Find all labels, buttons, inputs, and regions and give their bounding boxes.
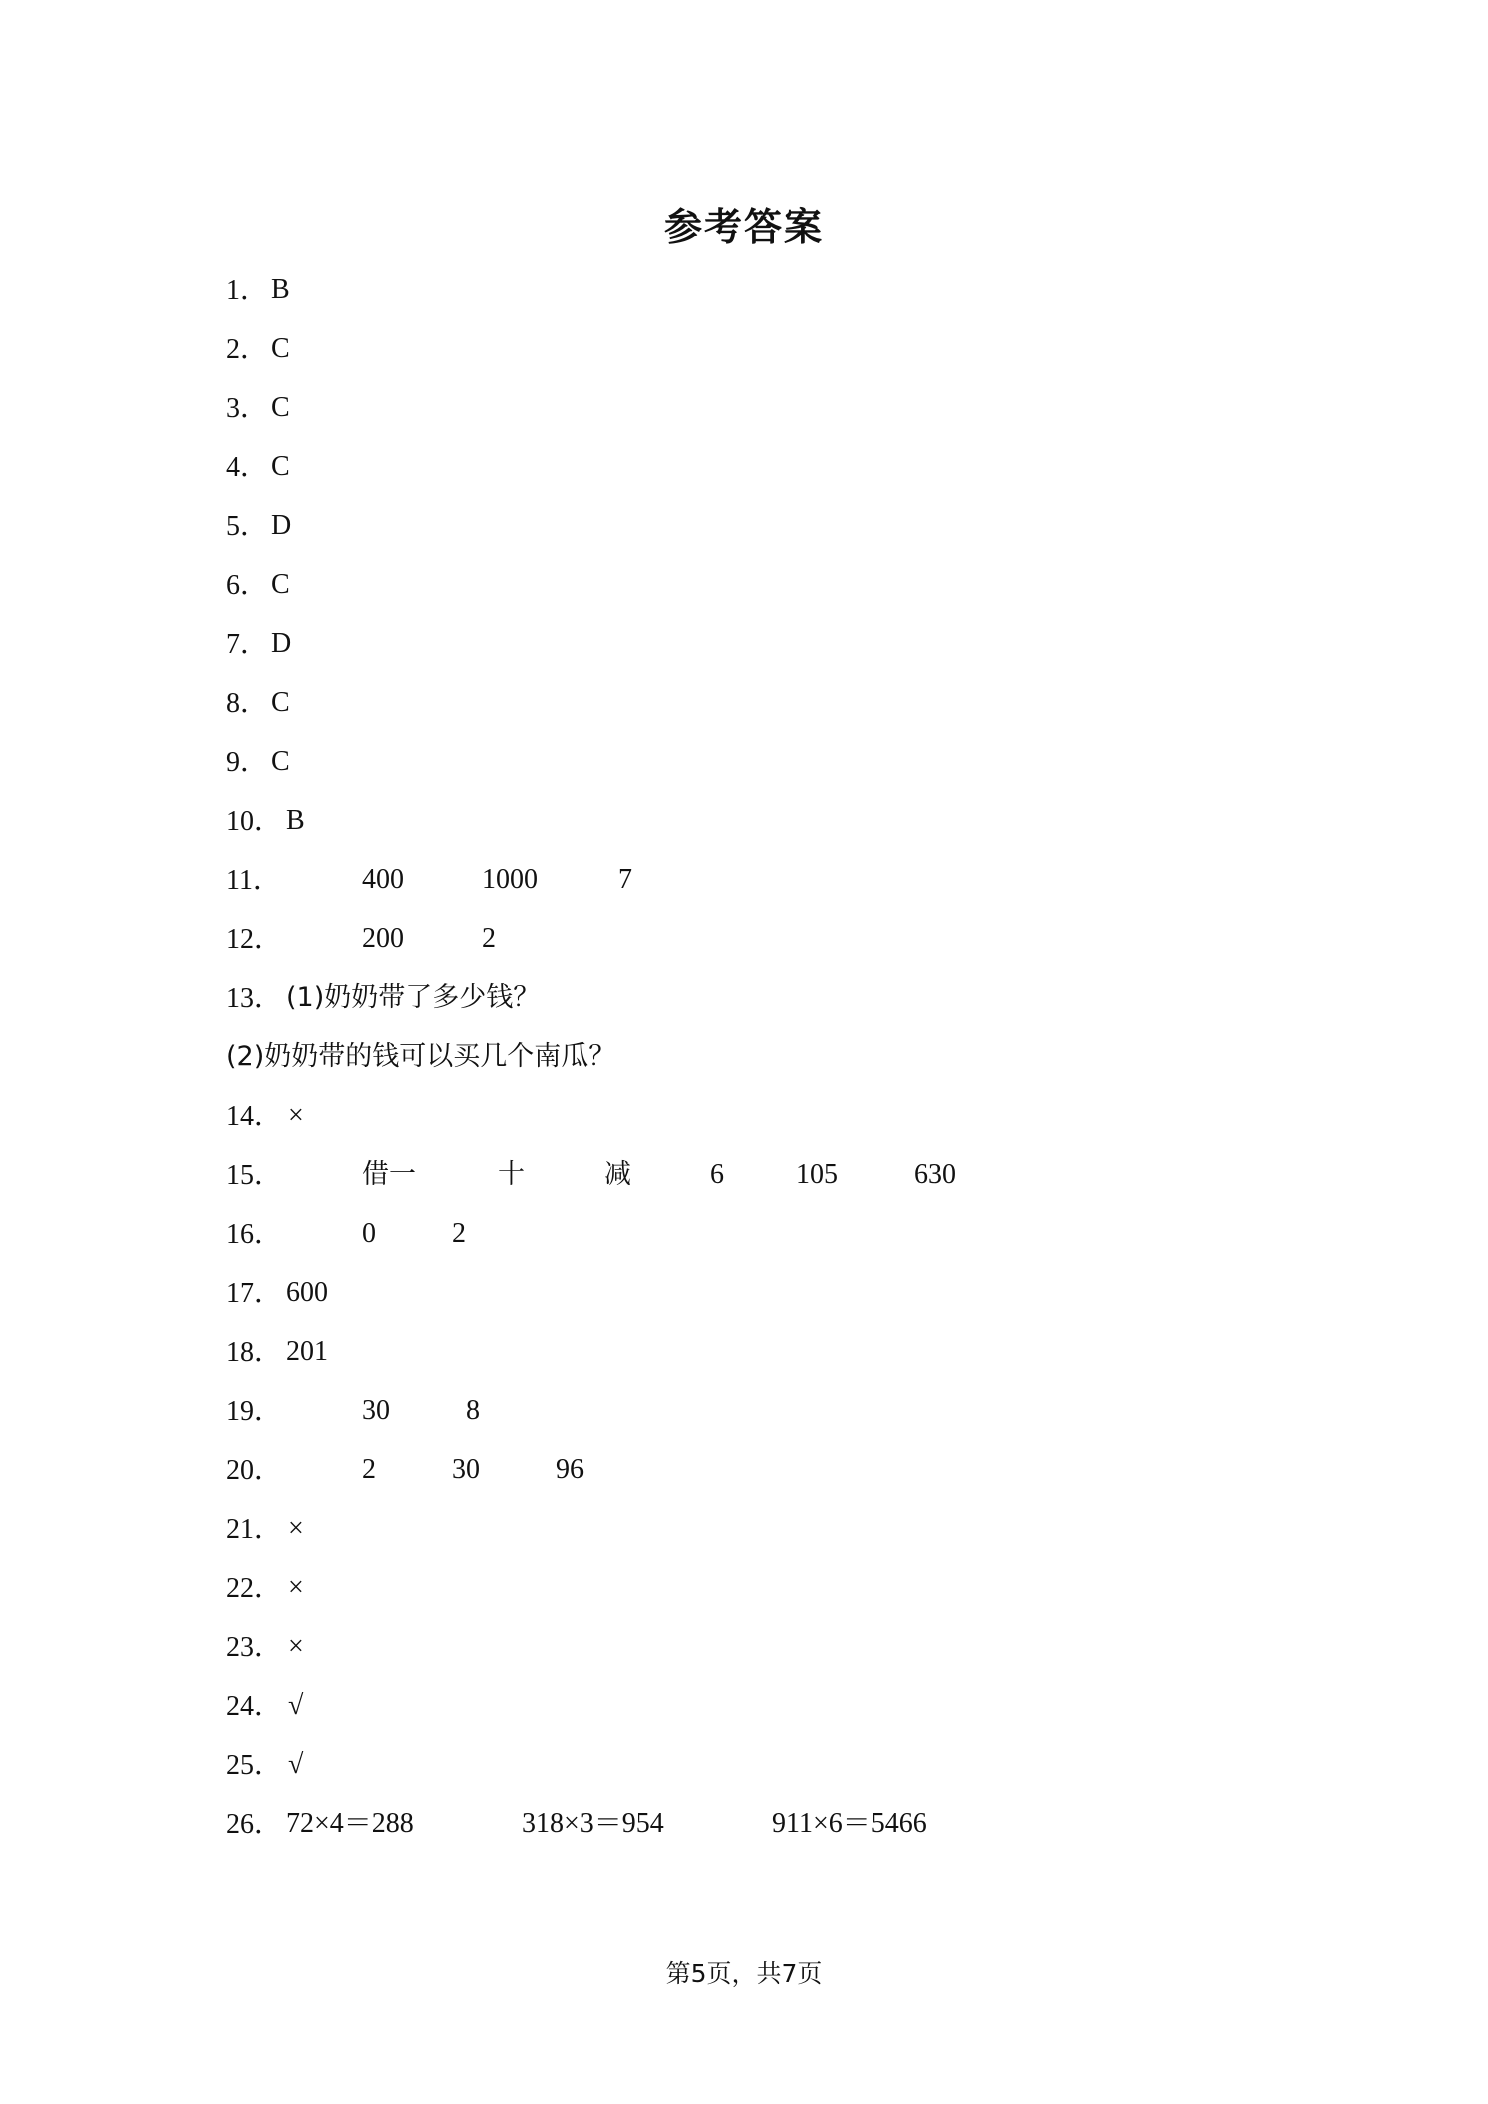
answer-line-18 xyxy=(226,1327,1326,1386)
answer-number: 21． xyxy=(226,1514,283,1545)
answer-value: D xyxy=(271,628,292,659)
answer-number: 22． xyxy=(226,1573,283,1604)
answer-number: 11． xyxy=(226,865,281,896)
answer-line-19 xyxy=(226,1386,1326,1445)
answer-value: B xyxy=(271,274,290,305)
answer-value: √ xyxy=(288,1749,304,1780)
answer-number: 9． xyxy=(226,747,269,778)
answer-value: 减 xyxy=(604,1159,631,1190)
answer-line-13-2 xyxy=(226,1032,1326,1091)
answer-number: 5． xyxy=(226,511,269,542)
answer-value: 30 xyxy=(452,1454,480,1485)
answer-value: 630 xyxy=(914,1159,956,1190)
answer-line-23 xyxy=(226,1622,1326,1681)
answer-value: 2 xyxy=(452,1218,466,1249)
answer-number: 7． xyxy=(226,629,269,660)
answer-value: 借一 xyxy=(362,1159,416,1190)
answer-line-5 xyxy=(226,501,1326,560)
answer-line-1 xyxy=(226,265,1326,324)
answer-number: 14． xyxy=(226,1101,283,1132)
answer-value: 2 xyxy=(482,923,496,954)
answer-value: × xyxy=(288,1572,304,1603)
answer-value: × xyxy=(288,1100,304,1131)
answer-line-25 xyxy=(226,1740,1326,1799)
answer-number: 2． xyxy=(226,334,269,365)
answer-number: 13． xyxy=(226,983,283,1014)
answer-value: C xyxy=(271,333,290,364)
answer-value: 201 xyxy=(286,1336,328,1367)
answer-value: 8 xyxy=(466,1395,480,1426)
answer-value: 96 xyxy=(556,1454,584,1485)
answer-number: 8． xyxy=(226,688,269,719)
answer-number: 4． xyxy=(226,452,269,483)
answer-number: 19． xyxy=(226,1396,283,1427)
answer-line-13 xyxy=(226,973,1326,1032)
answer-line-4 xyxy=(226,442,1326,501)
answer-number: 17． xyxy=(226,1278,283,1309)
answer-number: 3． xyxy=(226,393,269,424)
answer-list xyxy=(226,265,1326,1858)
answer-line-10 xyxy=(226,796,1326,855)
answer-value: C xyxy=(271,392,290,423)
answer-value: 6 xyxy=(710,1159,724,1190)
answer-line-22 xyxy=(226,1563,1326,1622)
answer-line-16 xyxy=(226,1209,1326,1268)
answer-value: 7 xyxy=(618,864,632,895)
answer-line-8 xyxy=(226,678,1326,737)
answer-value: 72×4＝288 xyxy=(286,1808,414,1839)
answer-line-12 xyxy=(226,914,1326,973)
answer-value: D xyxy=(271,510,292,541)
answer-line-17 xyxy=(226,1268,1326,1327)
answer-line-26 xyxy=(226,1799,1326,1858)
answer-line-14 xyxy=(226,1091,1326,1150)
answer-number: 16． xyxy=(226,1219,283,1250)
answer-value: 十 xyxy=(498,1159,525,1190)
answer-line-21 xyxy=(226,1504,1326,1563)
answer-value: × xyxy=(288,1631,304,1662)
answer-value: C xyxy=(271,451,290,482)
answer-line-2 xyxy=(226,324,1326,383)
answer-value: C xyxy=(271,687,290,718)
answer-value: C xyxy=(271,569,290,600)
answer-value: C xyxy=(271,746,290,777)
answer-value: 30 xyxy=(362,1395,390,1426)
answer-value: × xyxy=(288,1513,304,1544)
answer-line-9 xyxy=(226,737,1326,796)
answer-value: 600 xyxy=(286,1277,328,1308)
answer-number: 1． xyxy=(226,275,269,306)
answer-number: 10． xyxy=(226,806,283,837)
answer-number: 26． xyxy=(226,1809,283,1840)
answer-value: 911×6＝5466 xyxy=(772,1808,927,1839)
answer-line-15 xyxy=(226,1150,1326,1209)
answer-number: 12． xyxy=(226,924,283,955)
answer-line-20 xyxy=(226,1445,1326,1504)
answer-number: 23． xyxy=(226,1632,283,1663)
answer-value: 105 xyxy=(796,1159,838,1190)
answer-number: 6． xyxy=(226,570,269,601)
page-footer: 第5页，共7页 xyxy=(665,1959,823,1988)
answer-line-3 xyxy=(226,383,1326,442)
answer-value: (1)奶奶带了多少钱？ xyxy=(286,982,541,1013)
answer-value: 200 xyxy=(362,923,404,954)
answer-value: 400 xyxy=(362,864,404,895)
page-title: 参考答案 xyxy=(663,205,824,249)
answer-number: 25． xyxy=(226,1750,283,1781)
answer-line-11 xyxy=(226,855,1326,914)
answer-value: 2 xyxy=(362,1454,376,1485)
answer-number: 20． xyxy=(226,1455,283,1486)
answer-number: 24． xyxy=(226,1691,283,1722)
answer-value: 0 xyxy=(362,1218,376,1249)
answer-line-24 xyxy=(226,1681,1326,1740)
answer-number: 18． xyxy=(226,1337,283,1368)
answer-value: 1000 xyxy=(482,864,538,895)
answer-value: (2)奶奶带的钱可以买几个南瓜？ xyxy=(226,1041,616,1072)
answer-value: 318×3＝954 xyxy=(522,1808,664,1839)
answer-value: B xyxy=(286,805,305,836)
answer-number: 15． xyxy=(226,1160,283,1191)
answer-value: √ xyxy=(288,1690,304,1721)
answer-line-6 xyxy=(226,560,1326,619)
answer-line-7 xyxy=(226,619,1326,678)
